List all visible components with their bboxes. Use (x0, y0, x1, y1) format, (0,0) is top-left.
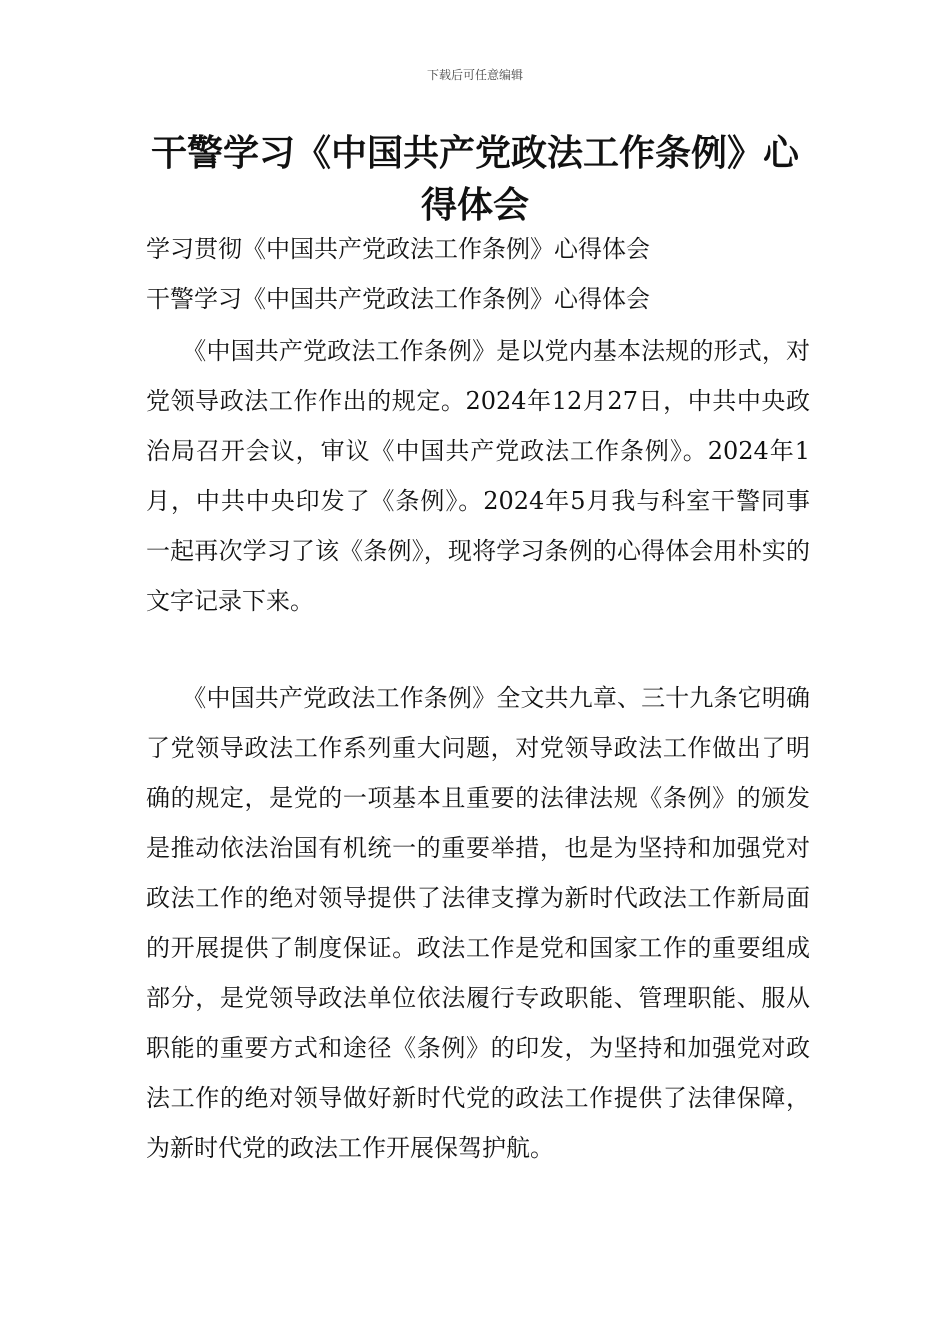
body-paragraph-1: 《中国共产党政法工作条例》是以党内基本法规的形式，对党领导政法工作作出的规定。2024年12月27日，中共中央政治局召开会议，审议《中国共产党政法工作条例》。2024年1月，中共中央印发了《条例》。2024年5月我与科室干警同事一起再次学习了该《条例》，现将学习条例的心得体会用朴实的文字记录下来。 (146, 337, 810, 615)
document-title: 干警学习《中国共产党政法工作条例》心得体会 (150, 133, 799, 226)
subtitle-line-2: 干警学习《中国共产党政法工作条例》心得体会 (146, 285, 650, 313)
header-note: 下载后可任意编辑 (426, 68, 523, 82)
body-paragraph-2: 《中国共产党政法工作条例》全文共九章、三十九条它明确了党领导政法工作系列重大问题，对党领导政法工作做出了明确的规定，是党的一项基本且重要的法律法规《条例》的颁发是推动依法治国有机统一的重要举措，也是为坚持和加强党对政法工作的绝对领导提供了法律支撑为新时代政法工作新局面的开展提供了制度保证。政法工作是党和国家工作的重要组成部分，是党领导政法单位依法履行专政职能、管理职能、服从职能的重要方式和途径《条例》的印发，为坚持和加强党对政法工作的绝对领导做好新时代党的政法工作提供了法律保障，为新时代党的政法工作开展保驾护航。 (146, 684, 810, 1162)
subtitle-line-1: 学习贯彻《中国共产党政法工作条例》心得体会 (146, 235, 650, 263)
